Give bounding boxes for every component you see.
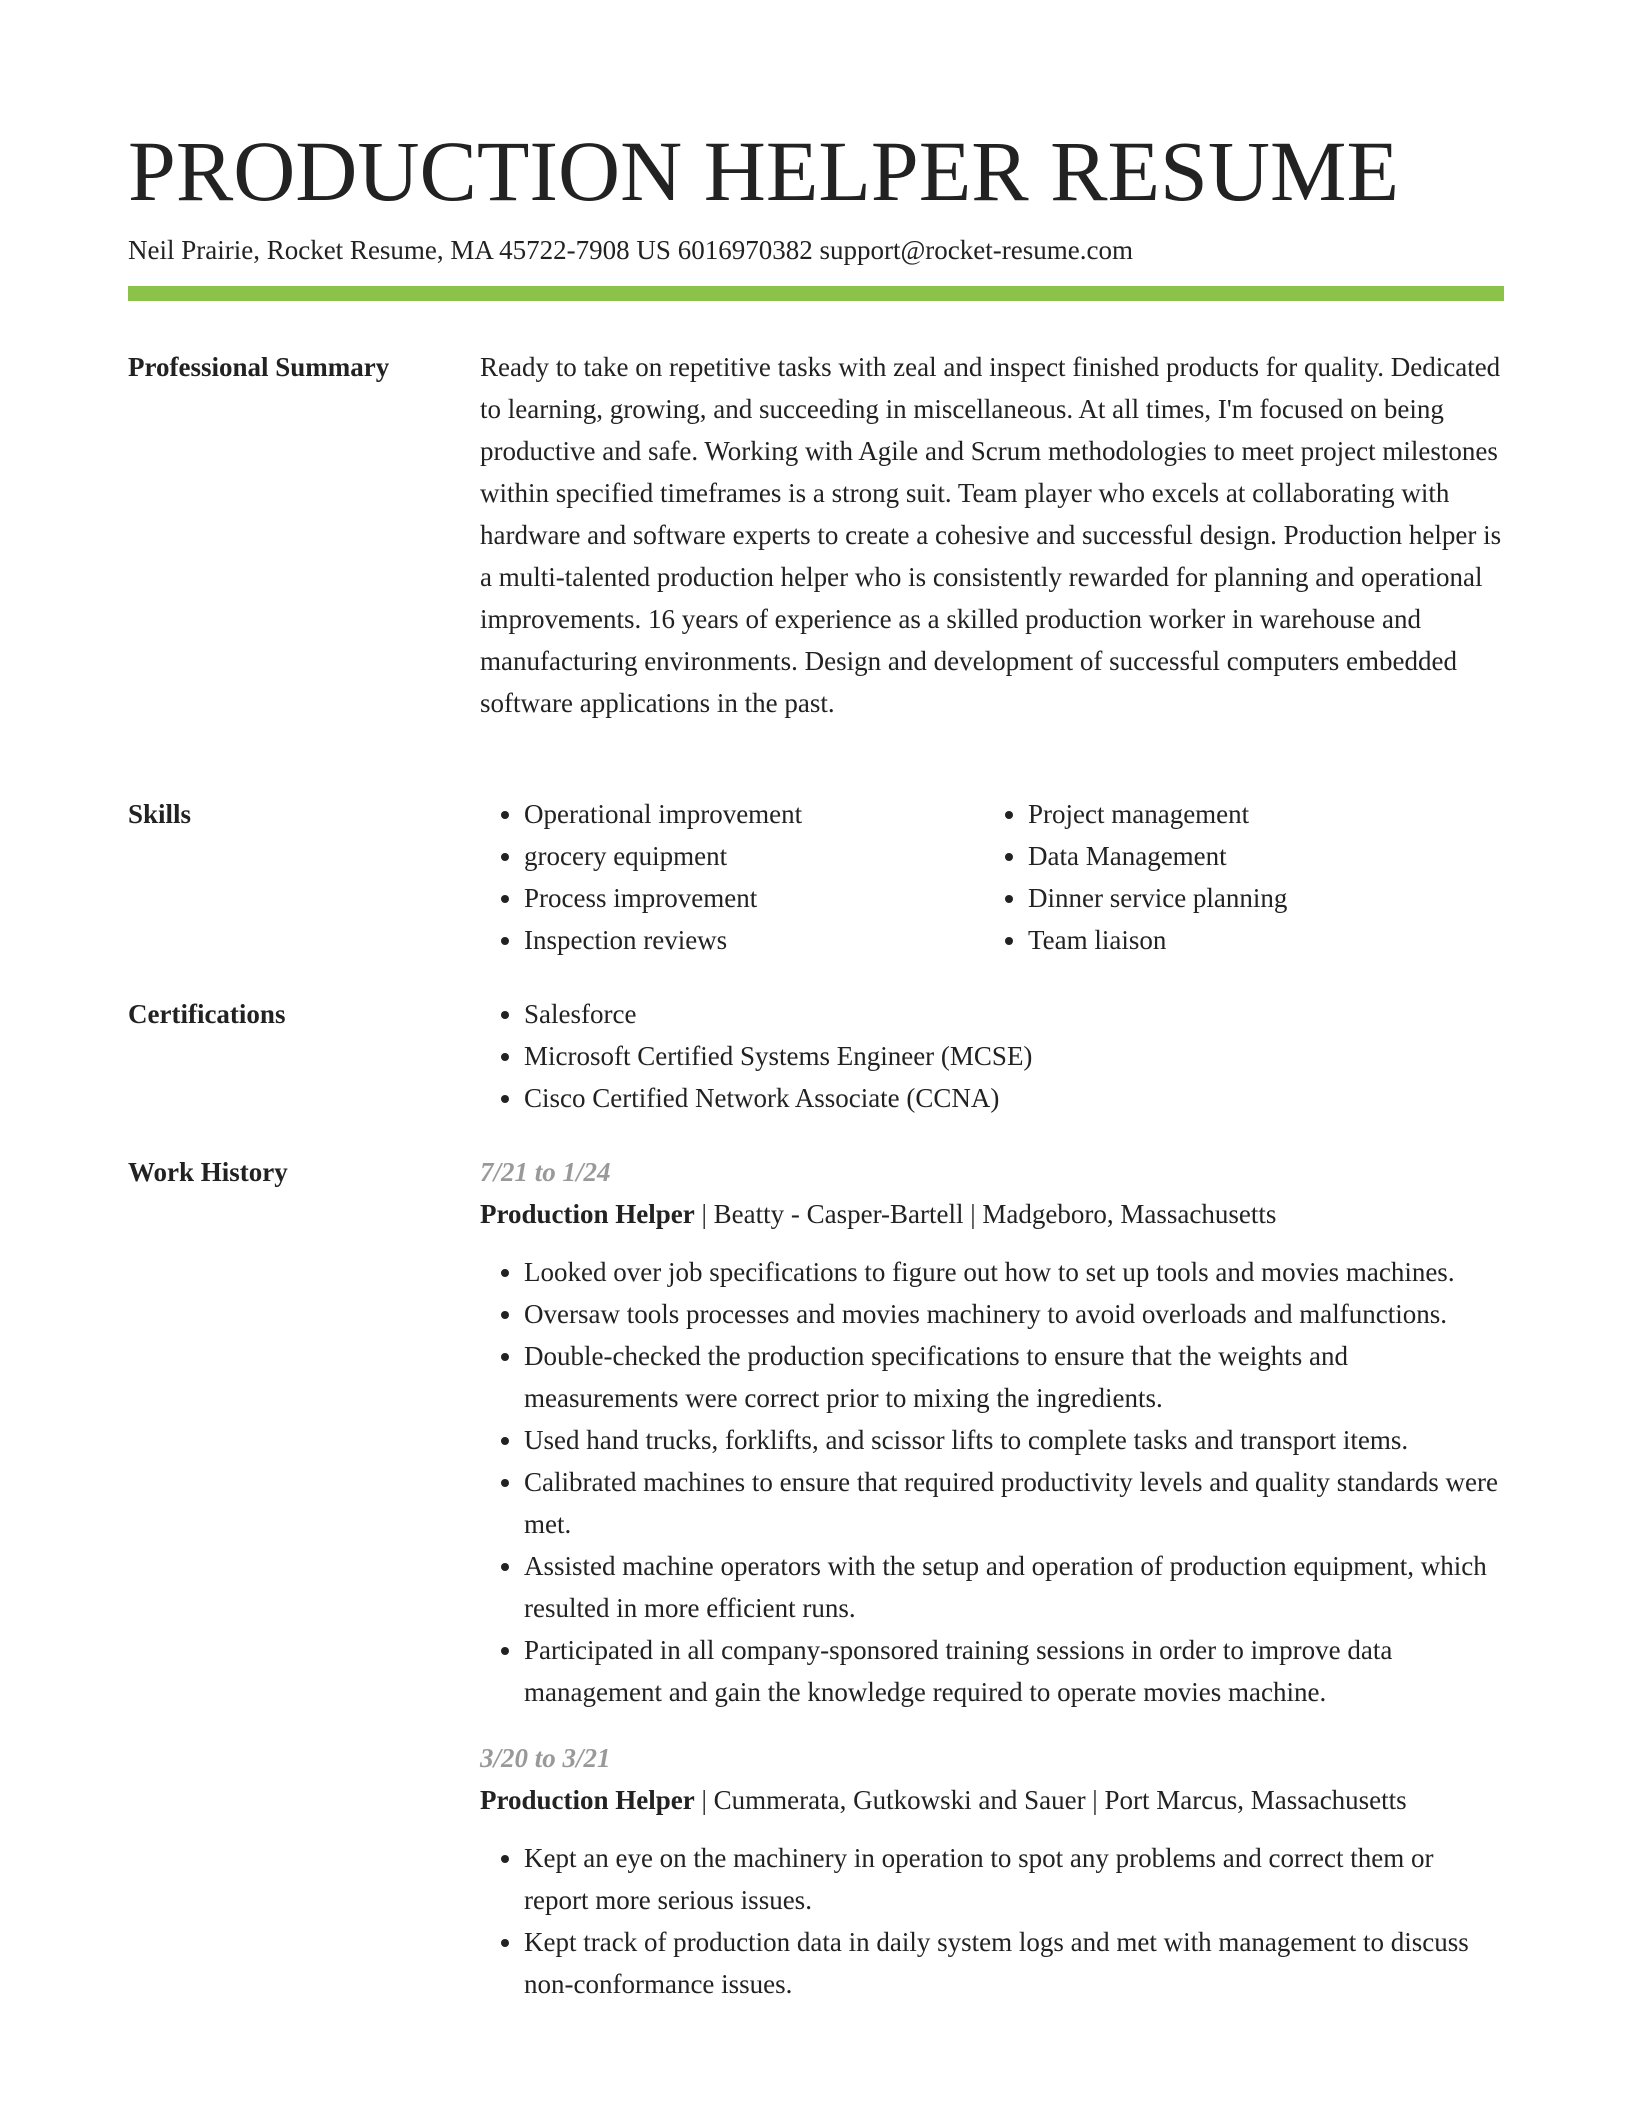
summary-body — [480, 346, 1504, 724]
contact-line: Neil Prairie, Rocket Resume, MA 45722-7908 US 6016970382 support@rocket-resume.com — [128, 235, 1133, 265]
skill-item: • grocery equipment — [524, 835, 984, 877]
job-bullet: • Kept track of production data in daily system logs and met with management to discuss non-conformance issues. — [524, 1921, 1504, 2005]
job-bullets — [480, 1251, 1504, 1713]
skill-item: • Process improvement — [524, 877, 984, 919]
header-divider — [128, 286, 1504, 301]
skills-column-2 — [984, 793, 1488, 961]
skills-label: Skills — [128, 799, 192, 829]
resume-title: PRODUCTION HELPER RESUME — [128, 123, 1399, 219]
job-bullet: • Used hand trucks, forklifts, and scissor lifts to complete tasks and transport items. — [524, 1419, 1504, 1461]
certification-item: • Cisco Certified Network Associate (CCNA) — [524, 1077, 1504, 1119]
job-date: 7/21 to 1/24 — [480, 1157, 611, 1187]
skill-item: • Team liaison — [1028, 919, 1488, 961]
job-bullets — [480, 1837, 1504, 2005]
job-bullet: • Assisted machine operators with the setup and operation of production equipment, which resulted in more efficient runs. — [524, 1545, 1504, 1629]
certifications-label: Certifications — [128, 999, 286, 1029]
certification-item: • Salesforce — [524, 993, 1504, 1035]
skill-item: • Inspection reviews — [524, 919, 984, 961]
work-history-body — [480, 1151, 1504, 2029]
job-heading — [480, 1193, 1504, 1235]
job-bullet: • Participated in all company-sponsored training sessions in order to improve data management and gain the knowledge required to operate movies machine. — [524, 1629, 1504, 1713]
job-entry — [480, 1737, 1504, 2005]
job-entry — [480, 1151, 1504, 1713]
job-title: Production Helper — [480, 1199, 695, 1229]
summary-text: Ready to take on repetitive tasks with zeal and inspect finished products for quality. Dedicated to learning, growing, and succeeding in miscellaneous. At all times, I'm focused on being productive and safe. Working with Agile and Scrum methodologies to meet project milestones within specified timeframes is a strong suit. Team player who excels at collaborating with hardware and software experts to create a cohesive and successful design. Production helper is a multi-talented production helper who is consistently rewarded for planning and operational improvements. 16 years of experience as a skilled production worker in warehouse and manufacturing environments. Design and development of successful computers embedded software applications in the past. — [480, 352, 1502, 718]
skills-column-1 — [480, 793, 984, 961]
job-bullet: • Looked over job specifications to figure out how to set up tools and movies machines. — [524, 1251, 1504, 1293]
job-heading — [480, 1779, 1504, 1821]
job-bullet: • Kept an eye on the machinery in operation to spot any problems and correct them or report more serious issues. — [524, 1837, 1504, 1921]
job-title: Production Helper — [480, 1785, 695, 1815]
job-date: 3/20 to 3/21 — [480, 1743, 611, 1773]
job-bullet: • Calibrated machines to ensure that required productivity levels and quality standards were met. — [524, 1461, 1504, 1545]
job-bullet: • Oversaw tools processes and movies machinery to avoid overloads and malfunctions. — [524, 1293, 1504, 1335]
skill-item: • Operational improvement — [524, 793, 984, 835]
job-details: | Cummerata, Gutkowski and Sauer | Port Marcus, Massachusetts — [694, 1785, 1407, 1815]
job-details: | Beatty - Casper-Bartell | Madgeboro, Massachusetts — [694, 1199, 1277, 1229]
skill-item: • Dinner service planning — [1028, 877, 1488, 919]
job-bullet: • Double-checked the production specifications to ensure that the weights and measurements were correct prior to mixing the ingredients. — [524, 1335, 1504, 1419]
skill-item: • Data Management — [1028, 835, 1488, 877]
skills-body — [480, 793, 1504, 961]
work-history-label: Work History — [128, 1157, 288, 1187]
skill-item: • Project management — [1028, 793, 1488, 835]
summary-label: Professional Summary — [128, 352, 390, 382]
certification-item: • Microsoft Certified Systems Engineer (MCSE) — [524, 1035, 1504, 1077]
certifications-body — [480, 993, 1504, 1119]
